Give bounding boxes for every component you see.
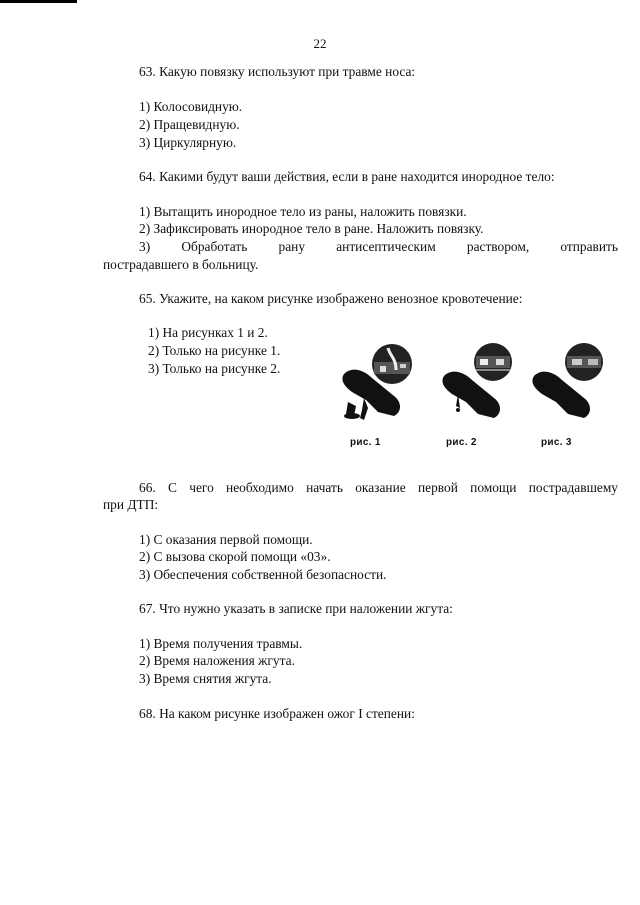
q64-option-3: 3) Обработать рану антисептическим раствором, отправить — [139, 239, 618, 254]
q65-option-2: 2) Только на рисунке 1. — [148, 343, 281, 358]
caption-fig-2: рис. 2 — [446, 437, 477, 448]
q65-option-1: 1) На рисунках 1 и 2. — [148, 325, 268, 340]
question-66-cont: при ДТП: — [103, 497, 159, 512]
caption-fig-1: рис. 1 — [350, 437, 381, 448]
q67-option-3: 3) Время снятия жгута. — [139, 671, 272, 686]
page-number: 22 — [313, 36, 327, 51]
q64-option-3-cont: пострадавшего в больницу. — [103, 257, 259, 272]
question-68: 68. На каком рисунке изображен ожог I степени: — [139, 706, 415, 721]
q64-option-2: 2) Зафиксировать инородное тело в ране. Наложить повязку. — [139, 221, 484, 236]
q66-option-1: 1) С оказания первой помощи. — [139, 532, 313, 547]
q64-option-1: 1) Вытащить инородное тело из раны, наложить повязки. — [139, 204, 467, 219]
q67-option-2: 2) Время наложения жгута. — [139, 653, 295, 668]
q66-option-3: 3) Обеспечения собственной безопасности. — [139, 567, 387, 582]
q67-option-1: 1) Время получения травмы. — [139, 636, 303, 651]
q65-option-3: 3) Только на рисунке 2. — [148, 361, 281, 376]
fig3-circle — [565, 343, 603, 381]
question-67: 67. Что нужно указать в записке при наложении жгута: — [139, 601, 453, 616]
q63-option-3: 3) Циркулярную. — [139, 135, 237, 150]
header-rule — [0, 0, 77, 3]
q63-option-2: 2) Пращевидную. — [139, 117, 240, 132]
fig2-circle — [474, 343, 512, 381]
question-65: 65. Укажите, на каком рисунке изображено венозное кровотечение: — [139, 291, 523, 306]
q63-option-1: 1) Колосовидную. — [139, 99, 243, 114]
question-66: 66. С чего необходимо начать оказание первой помощи пострадавшему — [139, 480, 618, 495]
caption-fig-3: рис. 3 — [541, 437, 572, 448]
q66-option-2: 2) С вызова скорой помощи «03». — [139, 549, 331, 564]
fig1-circle — [372, 344, 412, 384]
question-64: 64. Какими будут ваши действия, если в ране находится инородное тело: — [139, 169, 555, 184]
question-63: 63. Какую повязку используют при травме носа: — [139, 64, 416, 79]
